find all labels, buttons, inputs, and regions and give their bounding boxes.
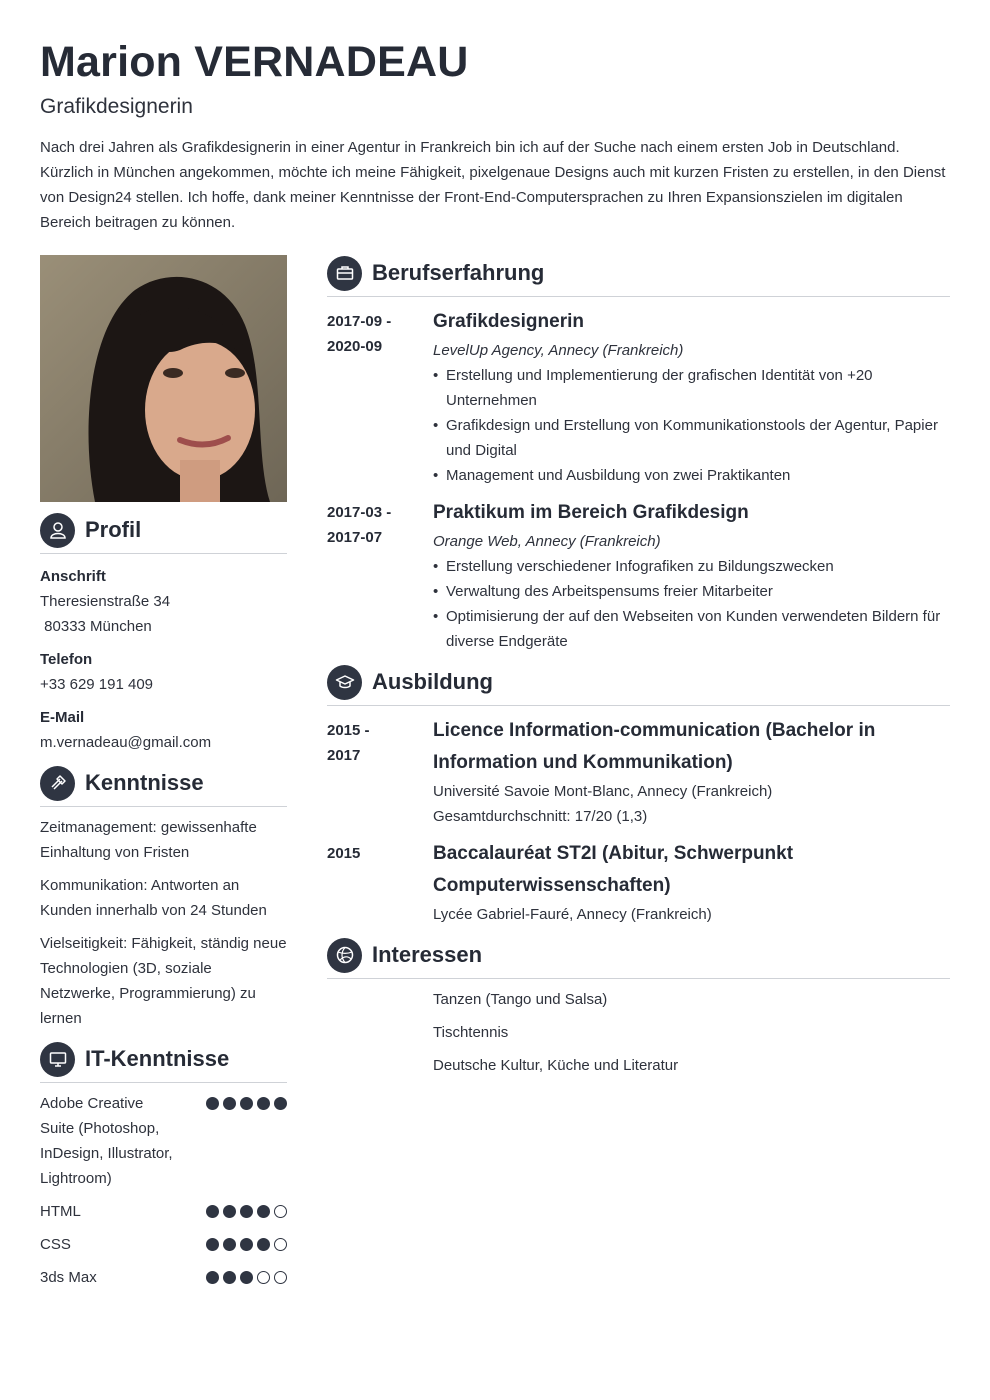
bullet-item: • Grafikdesign und Erstellung von Kommunikationstools der Agentur, Papier und Digital: [433, 413, 950, 463]
phone-label: Telefon: [40, 651, 93, 668]
interest-item: Tanzen (Tango und Salsa): [433, 991, 608, 1008]
rating-dot-filled: [206, 1238, 219, 1251]
it-skill-name: Adobe Creative Suite (Photoshop, InDesign, Illustrator, Lightroom): [40, 1095, 173, 1187]
experience-title: Berufserfahrung: [372, 260, 545, 285]
education-entry: [327, 841, 950, 927]
entry-institution: Lycée Gabriel-Fauré, Annecy (Frankreich): [433, 906, 712, 923]
it-skill-row: [40, 1232, 287, 1257]
interests-heading: [327, 937, 950, 979]
rating-dot-filled: [257, 1097, 270, 1110]
education-entry: [327, 718, 950, 829]
candidate-name: Marion VERNADEAU: [40, 38, 469, 86]
interest-item: Deutsche Kultur, Küche und Literatur: [433, 1057, 679, 1074]
it-skill-row: [40, 1265, 287, 1290]
rating-dot-filled: [206, 1205, 219, 1218]
rating-dot-empty: [257, 1271, 270, 1284]
entry-detail: Gesamtdurchschnitt: 17/20 (1,3): [433, 808, 648, 825]
it-skill-rating: [206, 1232, 287, 1257]
skill-item: Kommunikation: Antworten an Kunden innerhalb von 24 Stunden: [40, 877, 267, 919]
user-icon: [40, 513, 75, 548]
rating-dot-filled: [240, 1205, 253, 1218]
briefcase-icon: [327, 256, 362, 291]
bullet-item: • Optimisierung der auf den Webseiten von Kunden verwendeten Bildern für diverse Endgeräte: [433, 604, 950, 654]
it-skill-rating: [206, 1091, 287, 1191]
it-skill-row: [40, 1199, 287, 1224]
it-skill-name: HTML: [40, 1203, 81, 1220]
it-skill-rating: [206, 1265, 287, 1290]
entry-date: 2017-03 - 2017-07: [327, 504, 392, 546]
interest-item: Tischtennis: [433, 1024, 509, 1041]
entry-date: 2015 - 2017: [327, 722, 370, 764]
skill-item: Vielseitigkeit: Fähigkeit, ständig neue Technologien (3D, soziale Netzwerke, Programmierung) zu lernen: [40, 935, 287, 1027]
education-title: Ausbildung: [372, 669, 493, 694]
experience-heading: [327, 255, 950, 297]
profile-photo: [40, 255, 287, 502]
it-skills-title: IT-Kenntnisse: [85, 1046, 230, 1071]
entry-title: Praktikum im Bereich Grafikdesign: [433, 502, 749, 523]
experience-entry: [327, 500, 950, 654]
rating-dot-filled: [240, 1271, 253, 1284]
skills-heading: [40, 765, 287, 807]
profile-heading: [40, 512, 287, 554]
rating-dot-filled: [206, 1271, 219, 1284]
profile-title: Profil: [85, 517, 142, 542]
basketball-icon: [327, 938, 362, 973]
experience-entry: [327, 309, 950, 488]
it-skill-row: [40, 1091, 287, 1191]
rating-dot-filled: [257, 1238, 270, 1251]
right-column: [327, 255, 950, 1078]
monitor-icon: [40, 1042, 75, 1077]
entry-title: Licence Information-communication (Bachelor in Information und Kommunikation): [433, 720, 876, 773]
entry-date: 2017-09 - 2020-09: [327, 313, 392, 355]
phone-value: +33 629 191 409: [40, 676, 154, 693]
address-line1: Theresienstraße 34: [40, 593, 171, 610]
rating-dot-filled: [223, 1238, 236, 1251]
skills-title: Kenntnisse: [85, 770, 204, 795]
entry-institution: Université Savoie Mont-Blanc, Annecy (Frankreich): [433, 783, 773, 800]
job-title: Grafikdesignerin: [40, 95, 193, 118]
rating-dot-empty: [274, 1205, 287, 1218]
bullet-item: • Erstellung und Implementierung der grafischen Identität von +20 Unternehmen: [433, 363, 950, 413]
rating-dot-filled: [240, 1097, 253, 1110]
interests-title: Interessen: [372, 942, 483, 967]
it-skill-name: CSS: [40, 1236, 71, 1253]
address-line2: 80333 München: [40, 618, 152, 635]
email-value: m.vernadeau@gmail.com: [40, 734, 212, 751]
entry-date: 2015: [327, 845, 361, 862]
tools-icon: [40, 766, 75, 801]
skill-item: Zeitmanagement: gewissenhafte Einhaltung von Fristen: [40, 819, 257, 861]
rating-dot-empty: [274, 1271, 287, 1284]
portrait-image: [40, 255, 287, 502]
entry-title: Grafikdesignerin: [433, 311, 584, 332]
rating-dot-filled: [274, 1097, 287, 1110]
entry-company: Orange Web, Annecy (Frankreich): [433, 533, 661, 550]
bullet-item: • Verwaltung des Arbeitspensums freier Mitarbeiter: [433, 579, 950, 604]
bullet-item: • Erstellung verschiedener Infografiken zu Bildungszwecken: [433, 554, 950, 579]
email-label: E-Mail: [40, 709, 85, 726]
it-skills-heading: [40, 1041, 287, 1083]
summary-paragraph: Nach drei Jahren als Grafikdesignerin in einer Agentur in Frankreich bin ich auf der Suche nach einem ersten Job in Deutschland. Kürzlich in München angekommen, möchte ich meine Fähigkeit, pixelgenaue Designs auch mit kurzen Fristen zu erstellen, in den Dienst von Design24 stellen. Ich hoffe, dank meiner Kenntnisse der Front-End-Computersprachen zu Ihren Expansionszielen im digitalen Bereich beitragen zu können.: [40, 139, 946, 231]
it-skill-rating: [206, 1199, 287, 1224]
rating-dot-filled: [206, 1097, 219, 1110]
address-label: Anschrift: [40, 568, 106, 585]
rating-dot-filled: [223, 1271, 236, 1284]
rating-dot-filled: [240, 1238, 253, 1251]
left-column: [40, 255, 287, 1290]
it-skill-name: 3ds Max: [40, 1269, 97, 1286]
graduation-cap-icon: [327, 665, 362, 700]
rating-dot-filled: [223, 1205, 236, 1218]
education-heading: [327, 664, 950, 706]
entry-company: LevelUp Agency, Annecy (Frankreich): [433, 342, 684, 359]
rating-dot-filled: [257, 1205, 270, 1218]
rating-dot-empty: [274, 1238, 287, 1251]
bullet-item: • Management und Ausbildung von zwei Praktikanten: [433, 463, 950, 488]
rating-dot-filled: [223, 1097, 236, 1110]
entry-title: Baccalauréat ST2I (Abitur, Schwerpunkt Computerwissenschaften): [433, 843, 794, 896]
